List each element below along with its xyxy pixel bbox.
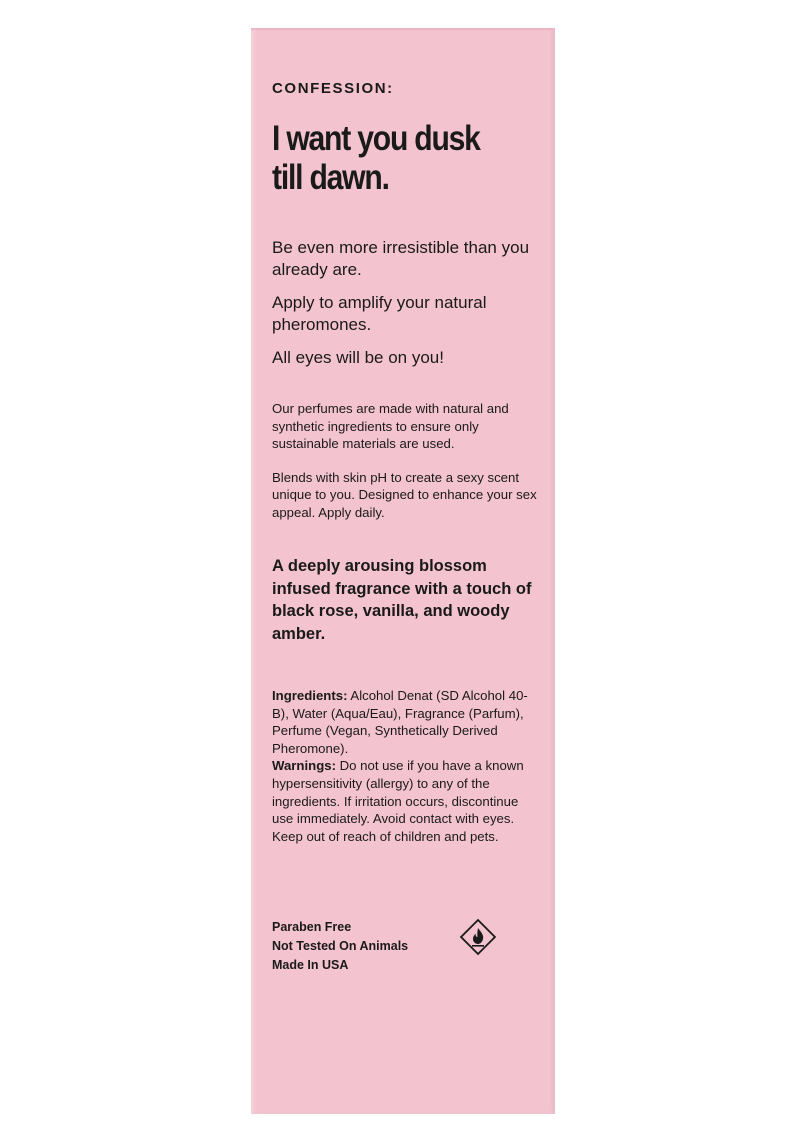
fragrance-description: A deeply arousing blossom infused fragrance with a touch of black rose, vanilla, and woody amber. [272,557,532,643]
headline-line-1: I want you dusk [272,119,480,158]
warnings-text: Do not use if you have a known hypersensitivity (allergy) to any of the ingredients. If irritation occurs, discontinue use immediately. Avoid contact with eyes. Keep out of reach of children and pets. [272,758,524,844]
lead-text-3: All eyes will be on you! [272,348,444,367]
headline-line-2: till dawn. [272,158,389,197]
lead-text-2: Apply to amplify your natural pheromones. [272,293,487,334]
claim-not-tested: Not Tested On Animals [272,939,409,953]
lead-text-1: Be even more irresistible than you already are. [272,238,530,279]
panel-top-edge [251,28,555,30]
ingredients-block [272,687,542,845]
warnings-paragraph [272,757,542,845]
body-text-2: Blends with skin pH to create a sexy scent unique to you. Designed to enhance your sex appeal. Apply daily. [272,469,537,520]
panel-content [272,80,542,845]
ingredients-label: Ingredients: [272,688,348,703]
claims-list [272,918,452,975]
ingredients-text: Alcohol Denat (SD Alcohol 40-B), Water (Aqua/Eau), Fragrance (Parfum), Perfume (Vegan, Synthetically Derived Pheromone). [272,688,528,756]
claim-paraben-free: Paraben Free [272,920,352,934]
flammable-diamond-icon [458,917,498,957]
confession-label: CONFESSION: [272,80,394,97]
headline [272,119,542,197]
warnings-label: Warnings: [272,758,336,774]
claim-made-in: Made In USA [272,958,349,972]
ingredients-paragraph [272,687,542,757]
body-text-1: Our perfumes are made with natural and synthetic ingredients to ensure only sustainable materials are used. [272,401,509,451]
